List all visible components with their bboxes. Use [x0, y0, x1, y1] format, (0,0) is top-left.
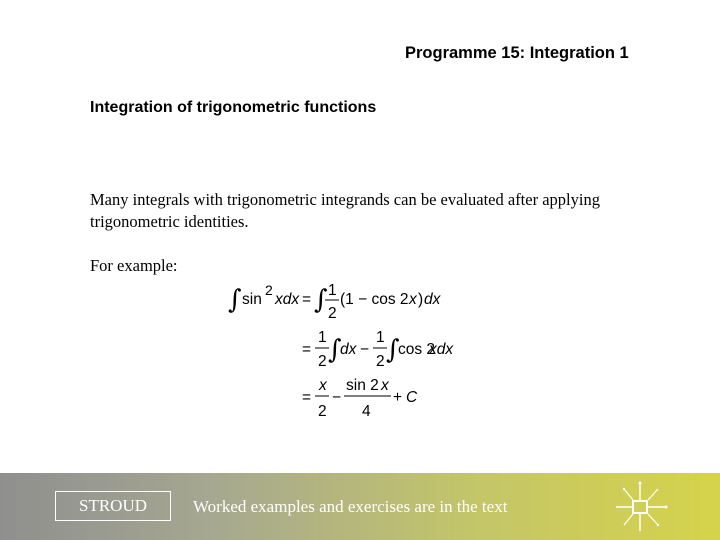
math-dx: dx: [340, 341, 357, 358]
math-constant: C: [406, 389, 418, 406]
math-xdx: xdx: [429, 341, 454, 358]
math-dx: dx: [424, 291, 441, 308]
body-text: Many integrals with trigonometric integrands can be evaluated after applying trigonometric identities.: [90, 190, 600, 231]
footer-bar: [0, 473, 720, 540]
frac-denominator: 2: [328, 305, 337, 322]
math-equals: =: [302, 291, 312, 308]
frac-denominator: 2: [376, 353, 385, 370]
math-minus: −: [360, 341, 370, 358]
integral-sign: ∫: [314, 285, 328, 315]
math-equals: =: [302, 341, 312, 358]
frac-denominator: 2: [318, 403, 327, 420]
math-x: x: [409, 291, 417, 308]
math-close: ): [418, 291, 424, 308]
slide-heading: Integration of trigonometric functions: [90, 99, 377, 116]
frac-denominator: 2: [318, 353, 327, 370]
integration-formula: [226, 276, 486, 426]
math-cos: cos 2: [398, 341, 436, 358]
frac-numerator: 1: [318, 329, 327, 346]
example-label: For example:: [90, 256, 178, 275]
math-x: x: [381, 377, 389, 394]
frac-numerator: 1: [328, 282, 337, 299]
programme-title: Programme 15: Integration 1: [405, 44, 629, 62]
math-minus: −: [332, 389, 342, 406]
frac-numerator: x: [319, 377, 327, 394]
integral-sign: ∫: [328, 335, 342, 365]
integral-sign: ∫: [386, 335, 400, 365]
integral-sign: ∫: [228, 285, 242, 315]
math-exponent: 2: [265, 282, 273, 298]
frac-numerator: 1: [376, 329, 385, 346]
frac-denominator: 4: [362, 403, 371, 420]
frac-numerator: sin 2: [346, 377, 379, 394]
footer-note: Worked examples and exercises are in the text: [193, 497, 508, 516]
math-plus: +: [393, 389, 403, 406]
math-sin: sin: [242, 291, 262, 308]
math-bracket: (1 − cos 2: [340, 291, 409, 308]
math-equals: =: [302, 389, 312, 406]
stroud-brand: STROUD: [55, 491, 171, 521]
math-xdx: xdx: [275, 291, 300, 308]
compass-logo-icon: [612, 479, 670, 535]
